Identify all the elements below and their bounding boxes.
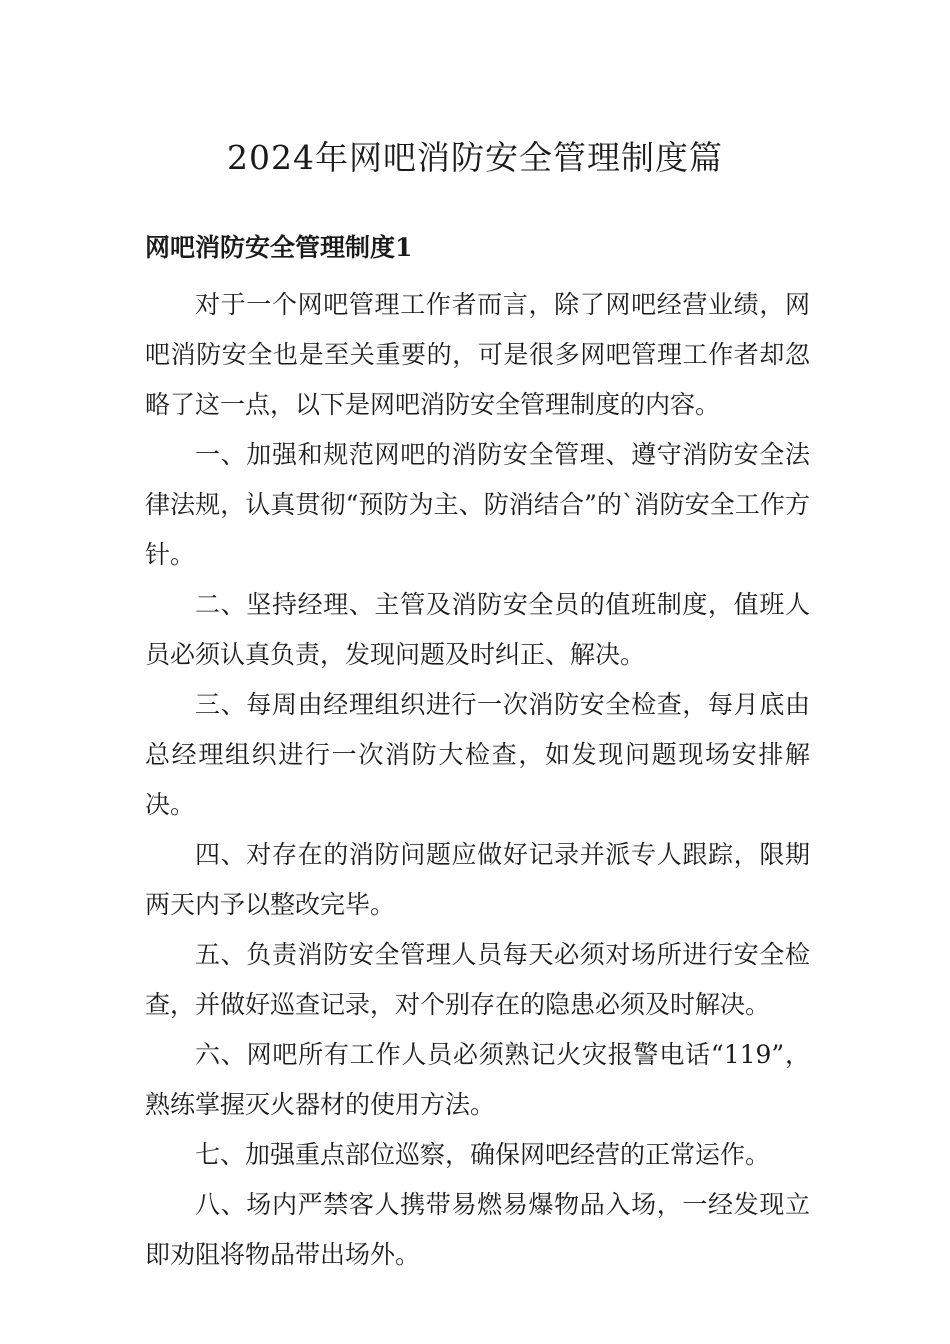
rule-paragraph-7: 七、加强重点部位巡察，确保网吧经营的正常运作。 [195, 1140, 771, 1169]
rule-paragraph-8: 八、场内严禁客人携带易燃易爆物品入场，一经发现立即劝阻将物品带出场外。 [145, 1190, 810, 1269]
rule-paragraph-3: 三、每周由经理组织进行一次消防安全检查，每月底由总经理组织进行一次消防大检查，如发现问题现场安排解决。 [145, 690, 810, 819]
rule-paragraph-6: 六、网吧所有工作人员必须熟记火灾报警电话“119”，熟练掌握灭火器材的使用方法。 [145, 1040, 810, 1119]
rule-paragraph-5: 五、负责消防安全管理人员每天必须对场所进行安全检查，并做好巡查记录，对个别存在的隐患必须及时解决。 [145, 940, 810, 1019]
document-body [145, 280, 810, 1280]
rule-paragraph-1: 一、加强和规范网吧的消防安全管理、遵守消防安全法律法规，认真贯彻“预防为主、防消结合”的`消防安全工作方针。 [145, 440, 810, 569]
section-heading: 网吧消防安全管理制度1 [145, 233, 413, 262]
rule-paragraph-4: 四、对存在的消防问题应做好记录并派专人跟踪，限期两天内予以整改完毕。 [145, 840, 810, 919]
rule-paragraph-2: 二、坚持经理、主管及消防安全员的值班制度，值班人员必须认真负责，发现问题及时纠正、解决。 [145, 590, 810, 669]
document-title: 2024年网吧消防安全管理制度篇 [227, 138, 723, 177]
intro-paragraph: 对于一个网吧管理工作者而言，除了网吧经营业绩，网吧消防安全也是至关重要的，可是很多网吧管理工作者却忽略了这一点，以下是网吧消防安全管理制度的内容。 [145, 290, 810, 419]
